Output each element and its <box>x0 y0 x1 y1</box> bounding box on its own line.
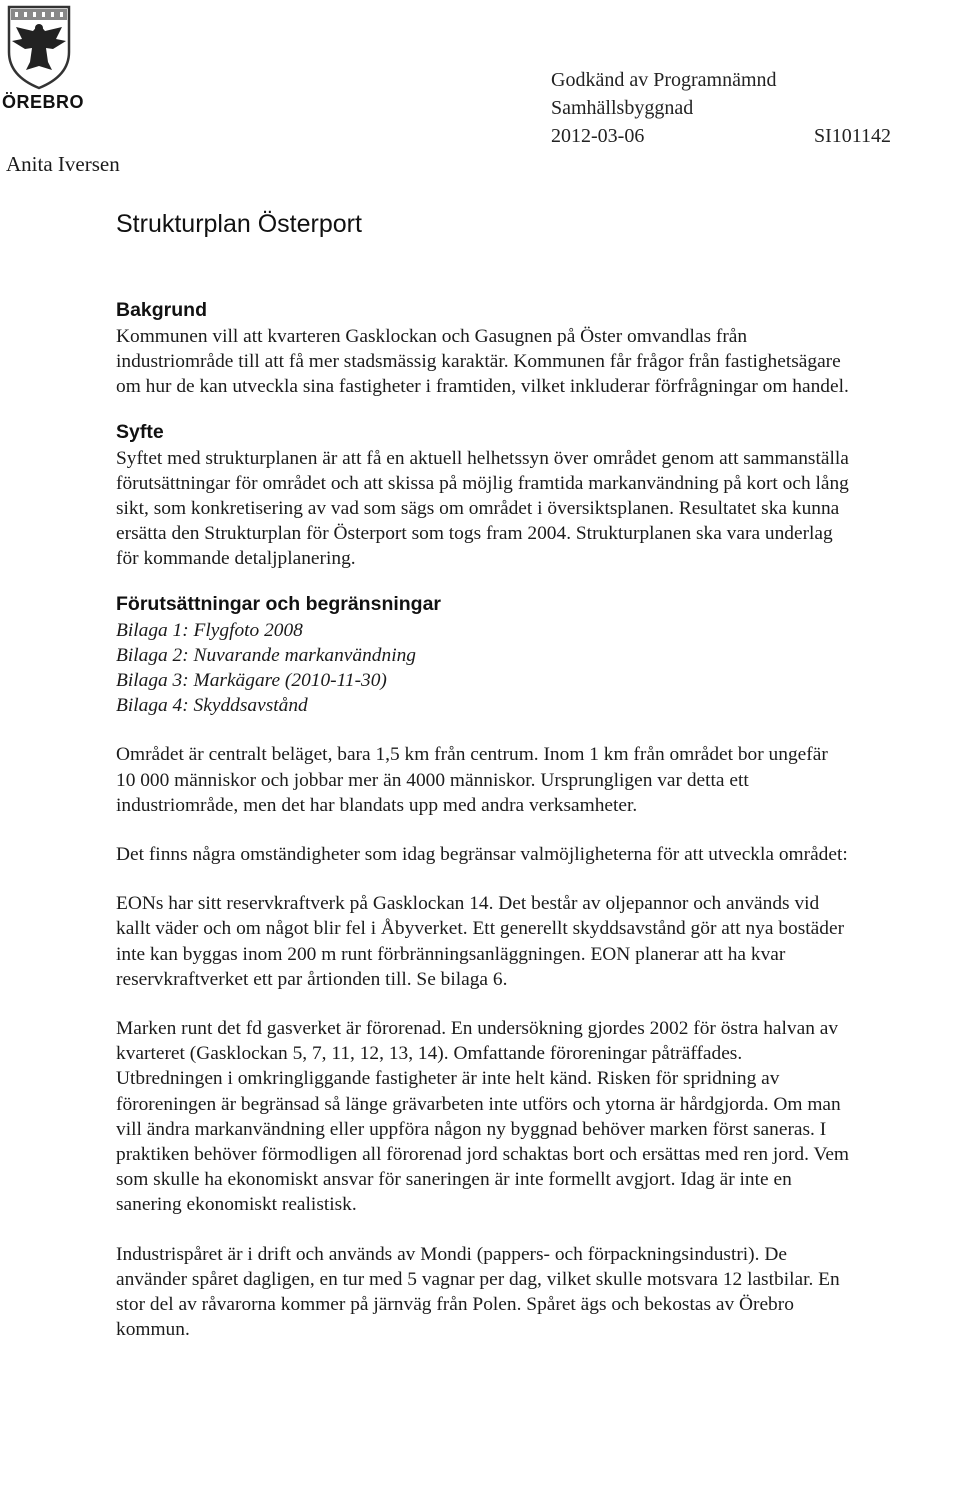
coat-of-arms-icon <box>4 4 74 90</box>
document-id: SI101142 <box>813 125 891 147</box>
document-body <box>116 296 851 1343</box>
heading-syfte: Syfte <box>116 420 164 443</box>
logo-text: ÖREBRO <box>2 92 85 112</box>
paragraph-contamination: Marken runt det fd gasverket är förorenad. En undersökning gjordes 2002 för östra halvan av kvarteret (Gasklockan 5, 7, 11, 12, 13, 14). Omfattande föroreningar påträffades. Utbredningen i omkringliggande fastigheter är inte helt känd. Risken för spridning av föroreningen är begränsad så länge grävarbeten inte utförs och ytorna är hårdgjorda. Om man vill ändra markanvändning eller uppföra någon ny byggnad behöver marken först saneras. I praktiken behöver förmodligen all förorenad jord schaktas bort och ersättas med ren jord. Vem som skulle ha ekonomiskt ansvar för saneringen är inte formellt avgjort. Idag är inte en sanering ekonomiskt realistisk. <box>116 1018 850 1216</box>
paragraph-syfte: Syftet med strukturplanen är att få en aktuell helhetssyn över området genom att sammanställa förutsättningar för området och att skissa på möjlig framtida markanvändning på kort och lång sikt, som konkretisering av vad som sägs om området i översiktsplanen. Resultatet ska kunna ersätta den Strukturplan för Österport som togs fram 2004. Strukturplanen ska vara underlag för kommande detaljplanering. <box>116 447 849 570</box>
paragraph-railway: Industrispåret är i drift och används av Mondi (pappers- och förpackningsindustri). De använder spåret dagligen, en tur med 5 vagnar per dag, vilket skulle motsvara 12 lastbilar. En stor del av råvarorna kommer på järnväg från Polen. Spåret ägs och bekostas av Örebro kommun. <box>116 1243 840 1341</box>
paragraph-constraints-intro: Det finns några omständigheter som idag begränsar valmöjligheterna för att utveckla området: <box>116 844 848 866</box>
approval-meta <box>551 122 891 150</box>
attachment-item: Bilaga 3: Markägare (2010-11-30) <box>116 670 387 692</box>
attachment-list <box>116 618 851 719</box>
orebro-logo <box>0 0 85 118</box>
approval-date: 2012-03-06 <box>551 125 645 147</box>
document-title: Strukturplan Österport <box>116 210 362 238</box>
heading-forutsattningar: Förutsättningar och begränsningar <box>116 592 442 615</box>
paragraph-location: Området är centralt beläget, bara 1,5 km från centrum. Inom 1 km från området bor ungefär 10 000 människor och jobbar mer än 4000 människor. Ursprungligen var detta ett industriområde, men det har blandats upp med andra verksamheter. <box>116 744 828 816</box>
approval-block <box>551 66 891 150</box>
heading-bakgrund: Bakgrund <box>116 299 208 321</box>
attachment-item: Bilaga 2: Nuvarande markanvändning <box>116 644 416 666</box>
approval-line: Godkänd av Programnämnd Samhällsbyggnad <box>551 69 777 119</box>
author-name: Anita Iversen <box>6 152 120 176</box>
attachment-item: Bilaga 1: Flygfoto 2008 <box>116 619 303 641</box>
paragraph-bakgrund: Kommunen vill att kvarteren Gasklockan och Gasugnen på Öster omvandlas från industriområde till att få mer stadsmässig karaktär. Kommunen får frågor från fastighetsägare om hur de kan utveckla sina fastigheter i framtiden, vilket inkluderar förfrågningar om handel. <box>116 326 849 398</box>
paragraph-eon: EONs har sitt reservkraftverk på Gasklockan 14. Det består av oljepannor och används vid kallt väder och om något blir fel i Åbyverket. Ett generellt skyddsavstånd gör att nya bostäder inte kan byggas inom 200 m runt förbränningsanläggningen. EON planerar att ha kvar reservkraftverket ett par årtionden till. Se bilaga 6. <box>116 893 845 990</box>
attachment-item: Bilaga 4: Skyddsavstånd <box>116 695 308 717</box>
